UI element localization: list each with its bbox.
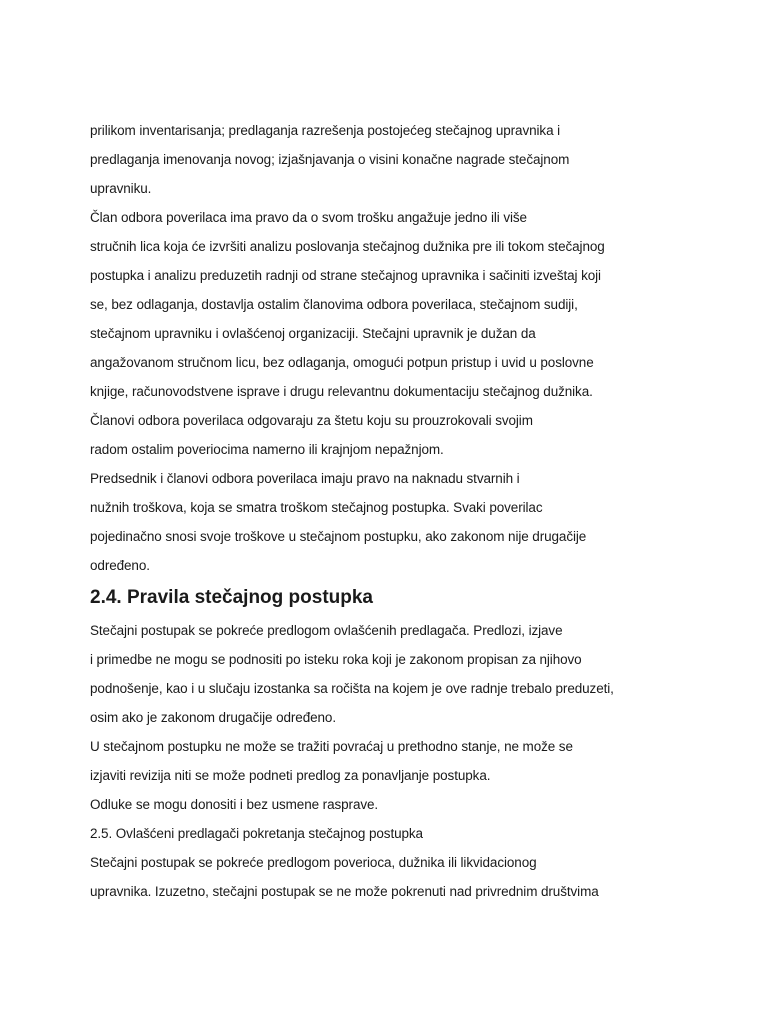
text-line: izjaviti revizija niti se može podneti predlog za ponavljanje postupka.: [90, 768, 491, 783]
text-line: postupka i analizu preduzetih radnji od strane stečajnog upravnika i sačiniti izveštaj koji: [90, 268, 601, 283]
text-line: Predsednik i članovi odbora poverilaca imaju pravo na naknadu stvarnih i: [90, 471, 520, 486]
text-line: Stečajni postupak se pokreće predlogom poverioca, dužnika ili likvidacionog: [90, 855, 537, 870]
text-line: knjige, računovodstvene isprave i drugu relevantnu dokumentaciju stečajnog dužnika.: [90, 384, 593, 399]
text-line: upravniku.: [90, 181, 152, 196]
text-line: i primedbe ne mogu se podnositi po isteku roka koji je zakonom propisan za njihovo: [90, 652, 582, 667]
text-line: određeno.: [90, 558, 150, 573]
text-line: upravnika. Izuzetno, stečajni postupak se ne može pokrenuti nad privrednim društvima: [90, 884, 599, 899]
text-line: angažovanom stručnom licu, bez odlaganja, omogući potpun pristup i uvid u poslovne: [90, 355, 594, 370]
text-line: prilikom inventarisanja; predlaganja razrešenja postojećeg stečajnog upravnika i: [90, 123, 561, 138]
subsection-title: 2.5. Ovlašćeni predlagači pokretanja stečajnog postupka: [90, 826, 423, 841]
text-line: Članovi odbora poverilaca odgovaraju za štetu koju su prouzrokovali svojim: [90, 413, 533, 428]
section-heading: 2.4. Pravila stečajnog postupka: [90, 587, 373, 608]
paragraph-block-1: [90, 116, 730, 580]
document-page: [90, 116, 730, 906]
text-line: podnošenje, kao i u slučaju izostanka sa ročišta na kojem je ove radnje trebalo preduzeti,: [90, 681, 614, 696]
text-line: Član odbora poverilaca ima pravo da o svom trošku angažuje jedno ili više: [90, 210, 527, 225]
text-line: predlaganja imenovanja novog; izjašnjavanja o visini konačne nagrade stečajnom: [90, 152, 570, 167]
text-line: pojedinačno snosi svoje troškove u stečajnom postupku, ako zakonom nije drugačije: [90, 529, 587, 544]
text-line: U stečajnom postupku ne može se tražiti povraćaj u prethodno stanje, ne može se: [90, 739, 573, 754]
text-line: Odluke se mogu donositi i bez usmene rasprave.: [90, 797, 379, 812]
text-line: Stečajni postupak se pokreće predlogom ovlašćenih predlagača. Predlozi, izjave: [90, 623, 563, 638]
text-line: stručnih lica koja će izvršiti analizu poslovanja stečajnog dužnika pre ili tokom stečajnog: [90, 239, 605, 254]
text-line: se, bez odlaganja, dostavlja ostalim članovima odbora poverilaca, stečajnom sudiji,: [90, 297, 578, 312]
text-line: stečajnom upravniku i ovlašćenoj organizaciji. Stečajni upravnik je dužan da: [90, 326, 536, 341]
text-line: osim ako je zakonom drugačije određeno.: [90, 710, 336, 725]
text-line: nužnih troškova, koja se smatra troškom stečajnog postupka. Svaki poverilac: [90, 500, 543, 515]
text-line: radom ostalim poveriocima namerno ili krajnjom nepažnjom.: [90, 442, 444, 457]
paragraph-block-2: [90, 616, 730, 906]
